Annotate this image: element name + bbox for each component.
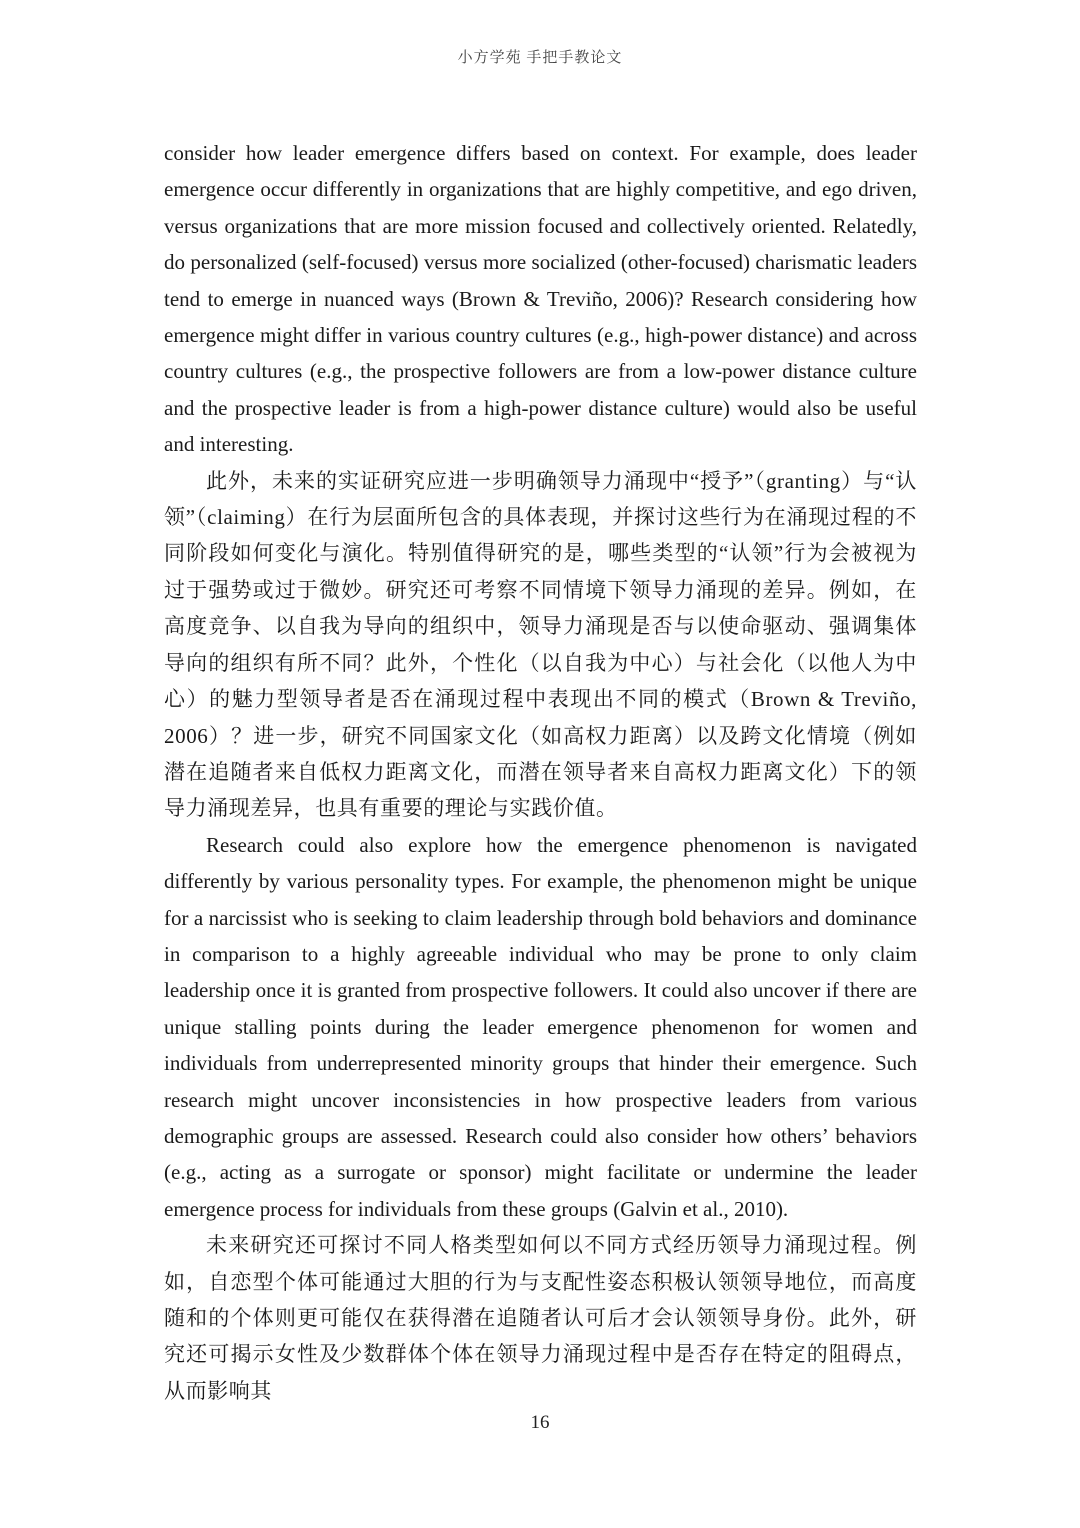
paragraph-english-continued: consider how leader emergence differs based on context. For example, does leader emergence occur differently in organizations that are highly competitive, and ego driven, versus organizations that are more mission focused and collectively oriented. Relatedly, do personalized (self-focused) versus more socialized (other-focused) charismatic leaders tend to emerge in nuanced ways (Brown & Treviño, 2006)? Research considering how emergence might differ in various country cultures (e.g., high-power distance) and across country cultures (e.g., the prospective followers are from a low-power distance culture and the prospective leader is from a high-power distance culture) would also be useful and interesting. (164, 141, 917, 457)
page-header: 小方学苑 手把手教论文 (457, 50, 623, 66)
paragraph-chinese-translation: 未来研究还可探讨不同人格类型如何以不同方式经历领导力涌现过程。例如，自恋型个体可能通过大胆的行为与支配性姿态积极认领领导地位，而高度随和的个体则更可能仅在获得潜在追随者认可后才会认领领导身份。此外，研究还可揭示女性及少数群体个体在领导力涌现过程中是否存在特定的阻碍点，从而影响其 (164, 1233, 917, 1403)
page-body (164, 135, 917, 1409)
paragraph-chinese-translation: 此外，未来的实证研究应进一步明确领导力涌现中“授予”（granting）与“认领”（claiming）在行为层面所包含的具体表现，并探讨这些行为在涌现过程的不同阶段如何变化与演化。特别值得研究的是，哪些类型的“认领”行为会被视为过于强势或过于微妙。研究还可考察不同情境下领导力涌现的差异。例如，在高度竞争、以自我为导向的组织中，领导力涌现是否与以使命驱动、强调集体导向的组织有所不同？此外，个性化（以自我为中心）与社会化（以他人为中心）的魅力型领导者是否在涌现过程中表现出不同的模式（Brown & Treviño, 2006）？进一步，研究不同国家文化（如高权力距离）以及跨文化情境（例如潜在追随者来自低权力距离文化，而潜在领导者来自高权力距离文化）下的领导力涌现差异，也具有重要的理论与实践价值。 (164, 468, 917, 821)
paragraph-english: Research could also explore how the emergence phenomenon is navigated differently by various personality types. For example, the phenomenon might be unique for a narcissist who is seeking to claim leadership through bold behaviors and dominance in comparison to a highly agreeable individual who may be prone to only claim leadership once it is granted from prospective followers. It could also uncover if there are unique stalling points during the leader emergence phenomenon for women and individuals from underrepresented minority groups that hinder their emergence. Such research might uncover inconsistencies in how prospective leaders from various demographic groups are assessed. Research could also consider how others’ behaviors (e.g., acting as a surrogate or sponsor) might facilitate or undermine the leader emergence process for individuals from these groups (Galvin et al., 2010). (164, 832, 917, 1221)
page-number: 16 (530, 1412, 550, 1433)
